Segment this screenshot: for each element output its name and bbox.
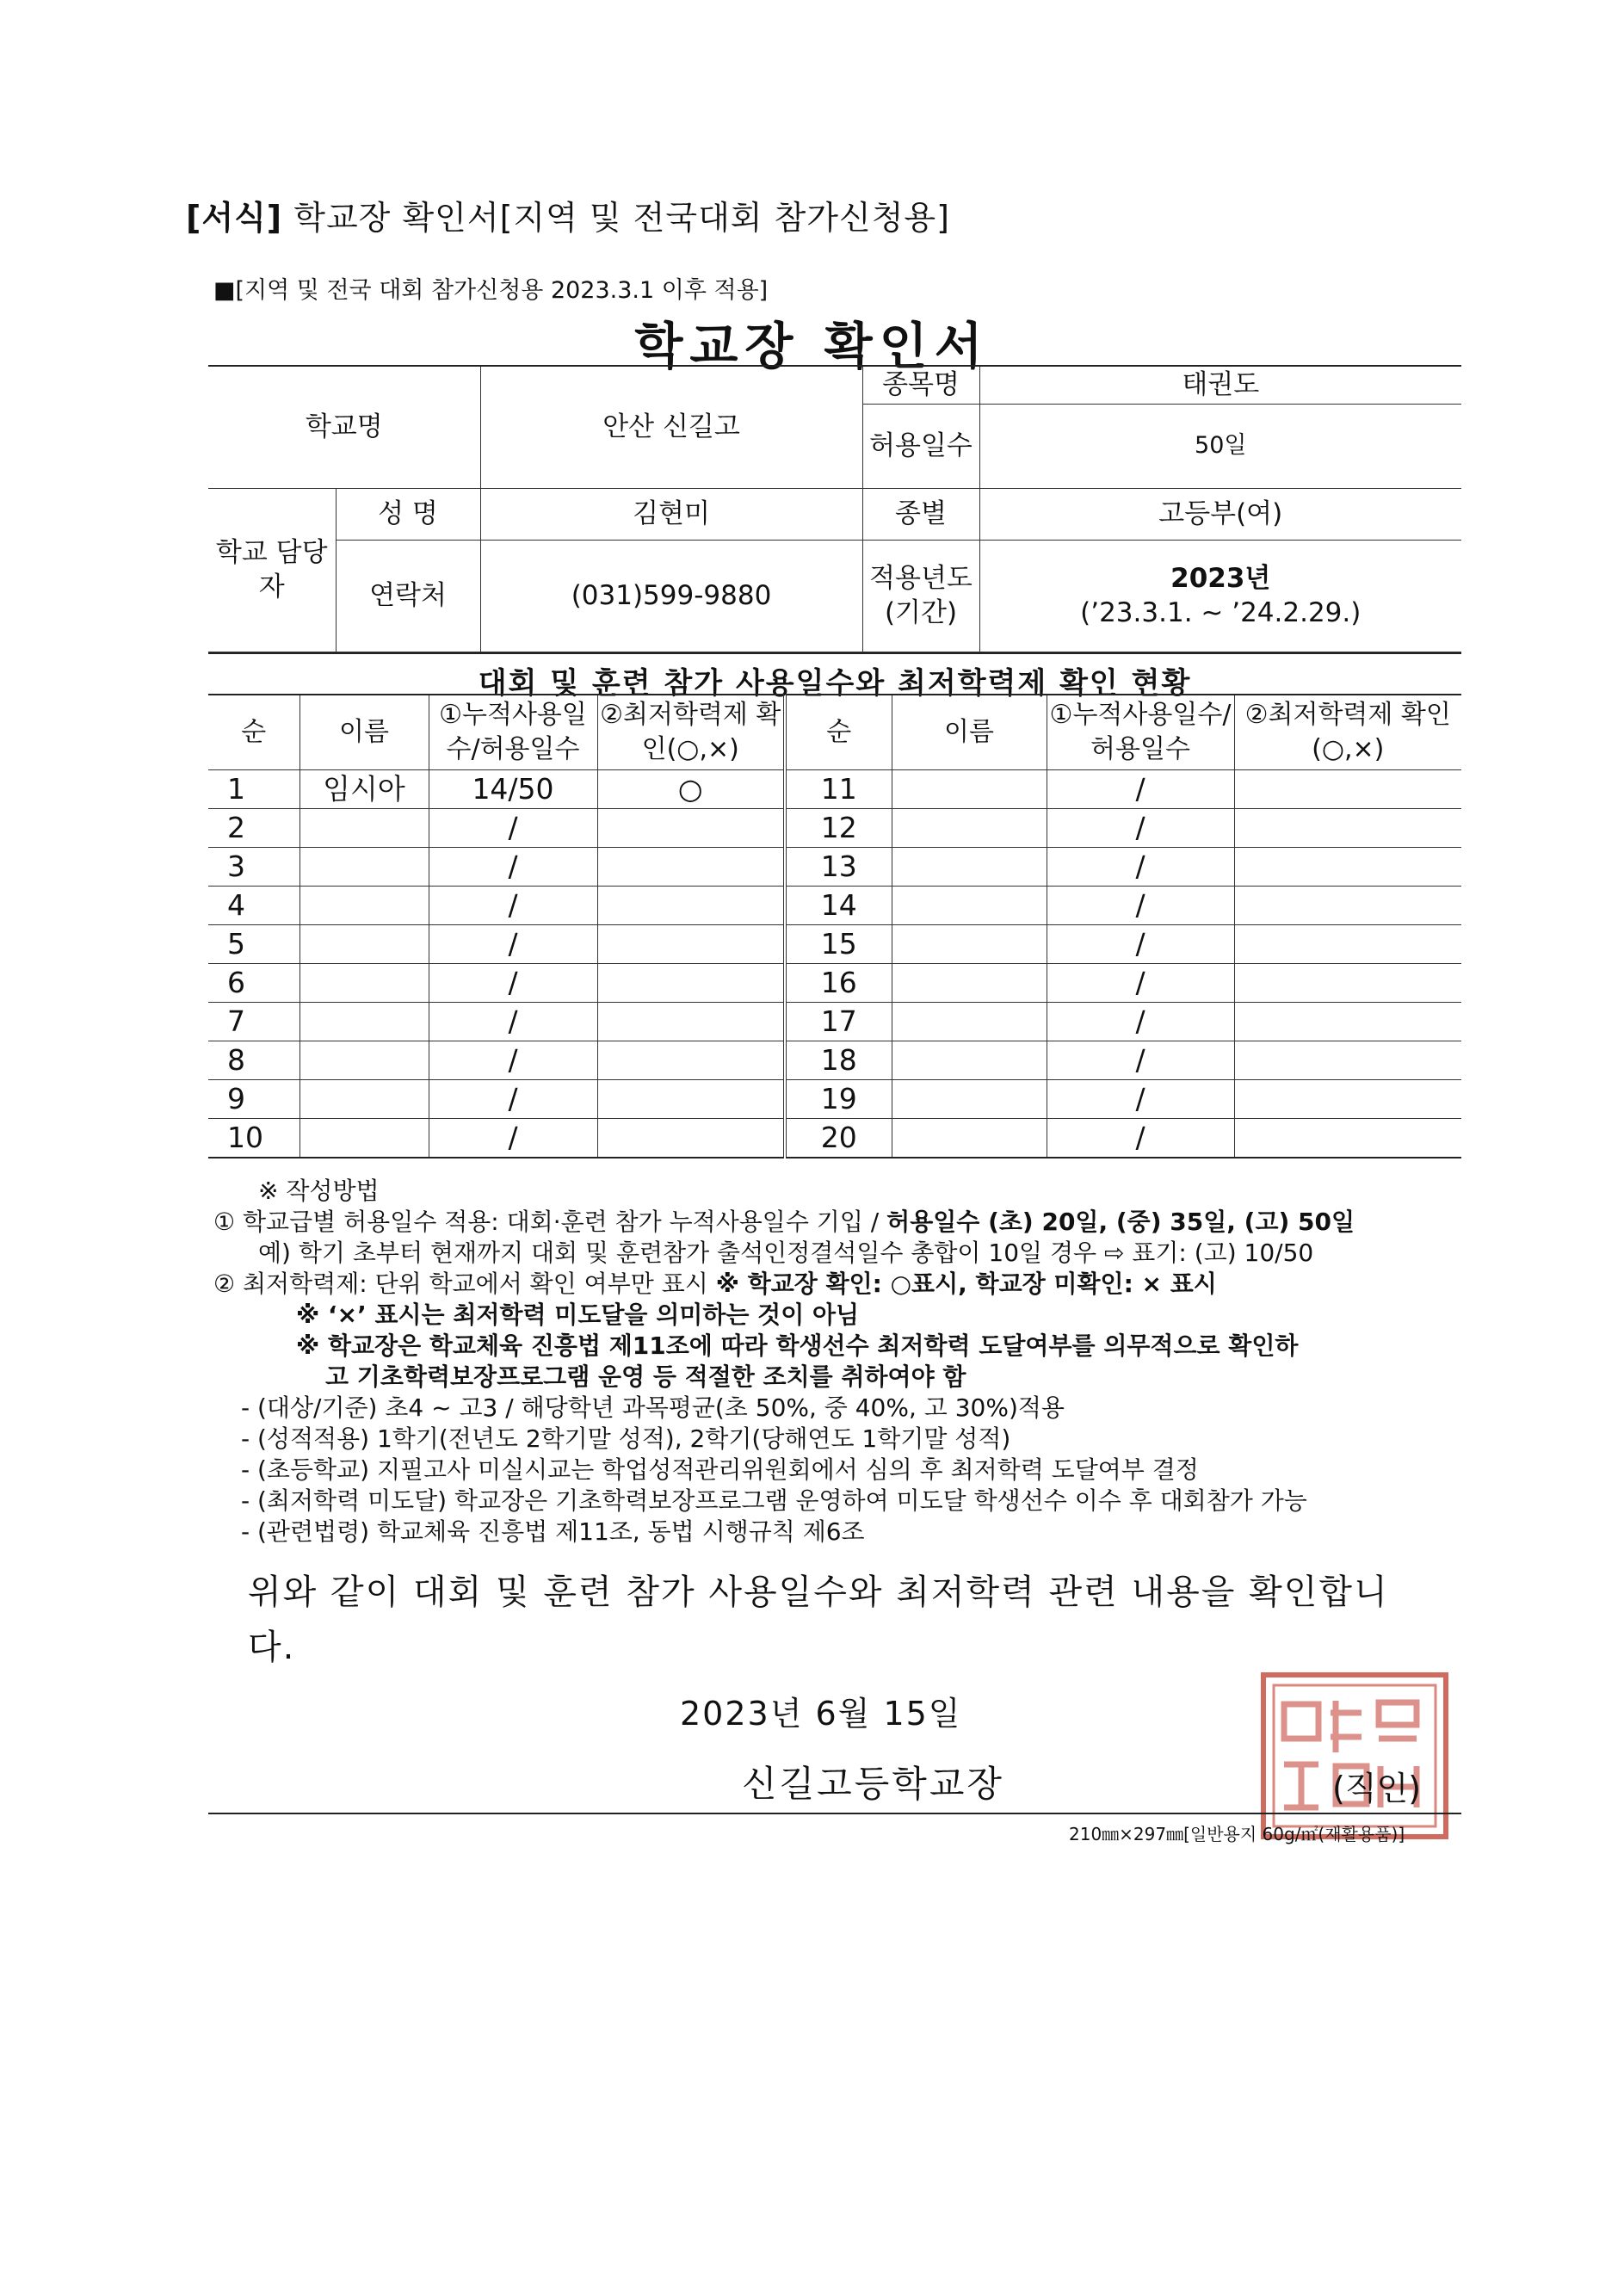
note-1a-bold: 허용일수 (초) 20일, (중) 35일, (고) 50일 [886,1208,1355,1236]
row-name-left [299,1003,429,1041]
row-check-left [597,925,785,964]
row-name-left [299,1119,429,1158]
table-row [208,1003,1461,1041]
table-row [208,1119,1461,1158]
row-check-right [1234,770,1461,809]
school-value: 안산 신길고 [480,366,862,488]
table-row [208,964,1461,1003]
row-days-right: / [1047,1119,1234,1158]
row-days-left: / [429,1003,597,1041]
note-dash-2: - (성적적용) 1학기(전년도 2학기말 성적), 2학기(당해연도 1학기말 성적) [241,1424,1011,1453]
row-index-left: 3 [208,848,299,887]
note-dash-1: - (대상/기준) 초4 ~ 고3 / 해당학년 과목평균(초 50%, 중 40%, 고 30%)적용 [241,1393,1065,1422]
row-days-right: / [1047,1003,1234,1041]
row-check-left [597,809,785,848]
contact-label: 연락처 [336,540,480,652]
row-check-left [597,964,785,1003]
category-label: 종별 [862,488,979,540]
row-index-left: 2 [208,809,299,848]
row-check-right [1234,1080,1461,1119]
manager-label: 학교 담당자 [208,488,336,652]
form-tag: [서식] [186,199,283,237]
table-row [208,770,1461,809]
notes-heading: ※ 작성방법 [258,1177,380,1205]
school-seal-icon [1258,1670,1451,1842]
status-title: 대회 및 훈련 참가 사용일수와 최저학력제 확인 현황 [208,652,1461,701]
sport-label: 종목명 [862,366,979,404]
row-days-right: / [1047,925,1234,964]
row-days-left: 14/50 [429,770,597,809]
row-index-right: 12 [785,809,892,848]
row-index-right: 15 [785,925,892,964]
note-2a [213,1269,1470,1300]
row-name-right [892,1041,1047,1080]
header-days-left: ①누적사용일수/허용일수 [429,695,597,770]
row-index-right: 13 [785,848,892,887]
category-value: 고등부(여) [979,488,1461,540]
row-days-right: / [1047,1041,1234,1080]
row-days-left: / [429,1080,597,1119]
table-row [208,1080,1461,1119]
row-check-right [1234,809,1461,848]
row-name-right [892,809,1047,848]
confirm-statement: 위와 같이 대회 및 훈련 참가 사용일수와 최저학력 관련 내용을 확인합니다. [248,1572,1389,1667]
note-1a [213,1207,1470,1238]
year-label: 적용년도 (기간) [862,540,979,652]
table-row [208,887,1461,925]
table-row [208,848,1461,887]
row-days-left: / [429,925,597,964]
row-index-left: 9 [208,1080,299,1119]
row-days-left: / [429,1119,597,1158]
name-label: 성 명 [336,488,480,540]
row-name-left [299,809,429,848]
name-value: 김현미 [480,488,862,540]
allowed-days-label: 허용일수 [862,404,979,488]
row-index-left: 8 [208,1041,299,1080]
sport-value: 태권도 [979,366,1461,404]
row-days-right: / [1047,809,1234,848]
row-index-right: 16 [785,964,892,1003]
year-cell [979,540,1461,652]
issue-date: 2023년 6월 15일 [680,1695,962,1733]
row-name-left [299,1041,429,1080]
note-1b: 예) 학기 초부터 현재까지 대회 및 훈련참가 출석인정결석일수 총합이 10일 경우 ⇨ 표기: (고) 10/50 [258,1239,1314,1267]
info-table [208,365,1461,652]
row-check-right [1234,1003,1461,1041]
paper-spec: 210㎜×297㎜[일반용지 60g/㎡(재활용품)] [1069,1824,1405,1844]
form-header [186,191,950,238]
row-days-right: / [1047,964,1234,1003]
row-name-left [299,964,429,1003]
row-index-right: 18 [785,1041,892,1080]
row-name-left [299,848,429,887]
allowed-days-value: 50일 [979,404,1461,488]
row-index-right: 11 [785,770,892,809]
header-idx-right: 순 [785,695,892,770]
header-check-left: ②최저학력제 확인(○,×) [597,695,785,770]
row-check-right [1234,925,1461,964]
row-days-right: / [1047,770,1234,809]
row-days-left: / [429,1041,597,1080]
row-name-right [892,964,1047,1003]
document-title: 학교장 확인서 [634,317,990,375]
row-name-right [892,1080,1047,1119]
row-index-left: 10 [208,1119,299,1158]
row-name-right [892,770,1047,809]
note-dash-5: - (관련법령) 학교체육 진흥법 제11조, 동법 시행규칙 제6조 [241,1517,865,1546]
note-dash-4: - (최저학력 미도달) 학교장은 기초학력보장프로그램 운영하여 미도달 학생선수 이수 후 대회참가 가능 [241,1486,1307,1515]
row-name-left [299,925,429,964]
seal-label: (직인) [1332,1770,1422,1807]
row-check-left [597,1119,785,1158]
row-index-left: 1 [208,770,299,809]
row-check-left [597,1041,785,1080]
row-check-right [1234,848,1461,887]
row-check-right [1234,1119,1461,1158]
row-name-right [892,925,1047,964]
bottom-rule [208,1813,1461,1814]
note-2a-bold: ※ 학교장 확인: ○표시, 학교장 미확인: × 표시 [715,1270,1217,1298]
note-4a: ※ 학교장은 학교체육 진흥법 제11조에 따라 학생선수 최저학력 도달여부를 의무적으로 확인하 [296,1331,1299,1360]
header-days-right: ①누적사용일수/허용일수 [1047,695,1234,770]
row-check-left [597,887,785,925]
row-index-left: 5 [208,925,299,964]
row-name-right [892,887,1047,925]
row-check-left [597,1080,785,1119]
header-name-left: 이름 [299,695,429,770]
status-header-row [208,695,1461,770]
row-check-right [1234,1041,1461,1080]
row-name-right [892,1119,1047,1158]
note-2a-text: ② 최저학력제: 단위 학교에서 확인 여부만 표시 [213,1270,716,1298]
row-check-left: ○ [597,770,785,809]
school-label: 학교명 [208,366,480,488]
row-days-left: / [429,848,597,887]
note-dash-3: - (초등학교) 지필고사 미실시교는 학업성적관리위원회에서 심의 후 최저학력 도달여부 결정 [241,1455,1199,1484]
year-value: 2023년 [1170,562,1271,594]
contact-value: (031)599-9880 [480,540,862,652]
form-header-text: 학교장 확인서[지역 및 전국대회 참가신청용] [282,199,950,237]
row-days-left: / [429,809,597,848]
row-days-left: / [429,887,597,925]
row-index-left: 6 [208,964,299,1003]
note-3: ※ ‘×’ 표시는 최저학력 미도달을 의미하는 것이 아님 [296,1301,860,1329]
row-name-right [892,1003,1047,1041]
row-index-left: 4 [208,887,299,925]
row-index-left: 7 [208,1003,299,1041]
row-days-right: / [1047,887,1234,925]
row-index-right: 19 [785,1080,892,1119]
row-name-left [299,1080,429,1119]
notes-section [213,1176,1470,1548]
row-days-right: / [1047,1080,1234,1119]
header-name-right: 이름 [892,695,1047,770]
row-name-right [892,848,1047,887]
row-name-left: 임시아 [299,770,429,809]
row-days-right: / [1047,848,1234,887]
sub-header: ■[지역 및 전국 대회 참가신청용 2023.3.1 이후 적용] [213,277,769,304]
row-check-right [1234,964,1461,1003]
table-row [208,1041,1461,1080]
note-1a-text: ① 학교급별 허용일수 적용: 대회·훈련 참가 누적사용일수 기입 / [213,1208,887,1236]
row-index-right: 20 [785,1119,892,1158]
table-row [208,925,1461,964]
note-4b: 고 기초학력보장프로그램 운영 등 적절한 조치를 취하여야 함 [325,1362,966,1391]
header-check-right: ②최저학력제 확인(○,×) [1234,695,1461,770]
row-index-right: 17 [785,1003,892,1041]
principal-title: 신길고등학교장 [742,1763,1005,1805]
row-name-left [299,887,429,925]
row-check-left [597,1003,785,1041]
row-index-right: 14 [785,887,892,925]
row-days-left: / [429,964,597,1003]
header-idx-left: 순 [208,695,299,770]
status-body [208,770,1461,1158]
table-row [208,809,1461,848]
row-check-left [597,848,785,887]
period-value: (’23.3.1. ~ ’24.2.29.) [1080,597,1362,628]
row-check-right [1234,887,1461,925]
status-table [208,694,1461,1158]
